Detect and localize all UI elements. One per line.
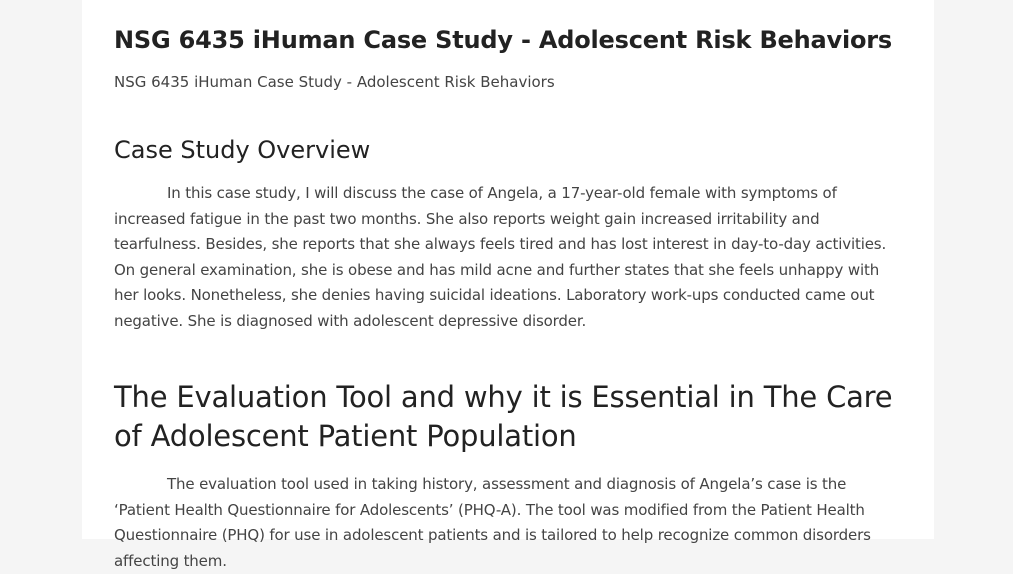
document-page [82,0,934,570]
section-body-overview: In this case study, I will discuss the case of Angela, a 17-year-old female with symptoms of increased fatigue in the past two months. She also reports weight gain increased irritability and tearfulness. Besides, she reports that she always feels tired and has lost interest in day-to-day activities. On general examination, she is obese and has mild acne and further states that she feels unhappy with her looks. Nonetheless, she denies having suicidal ideations. Laboratory work-ups conducted came out negative. She is diagnosed with adolescent depressive disorder. [114,184,887,330]
section-heading-overview: Case Study Overview [114,136,371,164]
page-subtitle: NSG 6435 iHuman Case Study - Adolescent Risk Behaviors [114,73,555,91]
section-body-evaluation-tool: The evaluation tool used in taking history, assessment and diagnosis of Angela’s case is the ‘Patient Health Questionnaire for Adolescents’ (PHQ-A). The tool was modified from the Patient Health Questionnaire (PHQ) for use in adolescent patients and is tailored to help recognize common disorders affecting them. [114,475,871,570]
section-heading-evaluation-tool: The Evaluation Tool and why it is Essential in The Care of Adolescent Patient Population [114,380,893,453]
page-title: NSG 6435 iHuman Case Study - Adolescent Risk Behaviors [114,26,892,54]
